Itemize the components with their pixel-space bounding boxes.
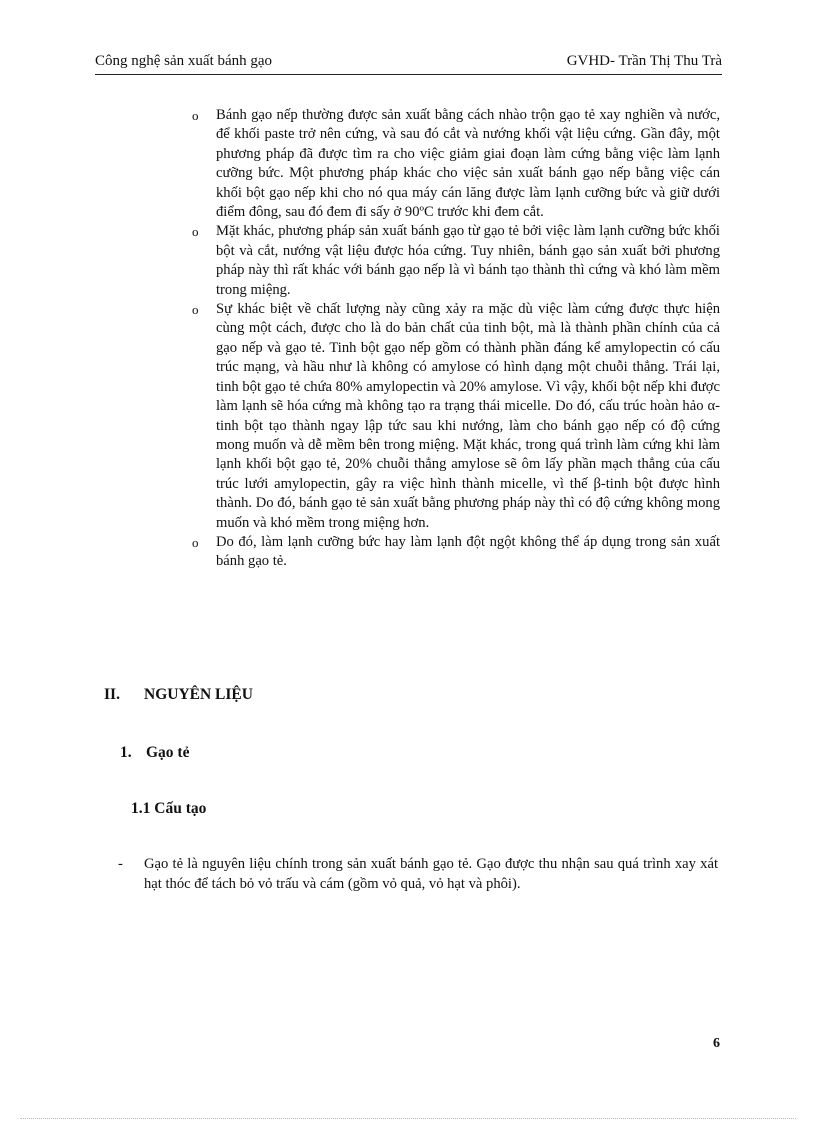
paragraph-text: Sự khác biệt về chất lượng này cũng xảy ra mặc dù việc làm cứng được thực hiện cùng một cách, được cho là do bản chất của tinh bột, mà là thành phần chính của cả gạo nếp và gạo tẻ. Tinh bột gạo nếp gồm có thành phần đáng kể amylopectin có cấu trúc mạng, và hầu như là không có amylose có hình dạng một chuỗi thẳng. Trái lại, tinh bột gạo tẻ chứa 80% amylopectin và 20% amylose. Vì vậy, khối bột nếp khi được làm lạnh sẽ hóa cứng mà không tạo ra trạng thái micelle. Do đó, cấu trúc hoàn hảo α-tinh bột tạo thành ngay lập tức sau khi nướng, làm cho bánh gạo nếp có độ cứng mong muốn và dễ mềm bên trong miệng. Mặt khác, trong quá trình làm cứng khi làm lạnh khối bột gạo tẻ, 20% chuỗi thẳng amylose sẽ ôm lấy phần mạch thẳng của cấu trúc lưới amylopectin, gây ra việc hình thành micelle, vì thế β-tinh bột được hình thành. Do đó, bánh gạo tẻ sản xuất bằng phương pháp này thì có độ cứng không mong muốn và khó mềm trong miệng hơn. — [216, 301, 720, 531]
bullet-list — [192, 106, 720, 572]
paragraph-text: Gạo tẻ là nguyên liệu chính trong sản xuất bánh gạo tẻ. Gạo được thu nhận sau quá trình xay xát hạt thóc để tách bỏ vỏ trấu và cám (gồm vỏ quả, vỏ hạt và phôi). — [144, 856, 718, 892]
subsubsection-heading: 1.1 Cấu tạo — [131, 800, 207, 817]
list-item — [118, 854, 718, 894]
page-header — [95, 52, 722, 75]
subsection-number: 1. — [120, 744, 132, 761]
paragraph-text: Mặt khác, phương pháp sản xuất bánh gạo từ gạo tẻ bởi việc làm lạnh cưỡng bức khối bột và cắt, nướng vật liệu được hóa cứng. Tuy nhiên, bánh gạo sản xuất bởi phương pháp này thì rất khác với bánh gạo nếp là vì bánh tạo thành thì cứng và khó làm mềm trong miệng. — [216, 223, 720, 298]
header-instructor: GVHD- Trần Thị Thu Trà — [566, 53, 722, 69]
footer-divider — [20, 1118, 796, 1119]
paragraph-text: Do đó, làm lạnh cưỡng bức hay làm lạnh đột ngột không thể áp dụng trong sản xuất bánh gạo tẻ. — [216, 533, 720, 570]
page-number: 6 — [713, 1036, 720, 1051]
bullet-marker: o — [192, 302, 199, 318]
dash-list — [118, 854, 718, 894]
section-number: II. — [104, 686, 120, 703]
header-title: Công nghệ sản xuất bánh gạo — [95, 53, 273, 69]
bullet-marker: o — [192, 108, 199, 123]
paragraph-text: Bánh gạo nếp thường được sản xuất bằng cách nhào trộn gạo tẻ xay nghiền và nước, để khối paste trở nên cứng, và sau đó cắt và nướng khối vật liệu cứng. Gần đây, một phương pháp đã được tìm ra cho việc giảm giai đoạn làm cứng bằng việc làm lạnh cưỡng bức. Một phương pháp khác cho việc sản xuất bánh gạo nếp bằng việc cán khối bột gạo nếp khi cho nó qua máy cán lăng được làm lạnh cưỡng bức và giữ dưới điểm đông, sau đó đem đi sấy ở 90ºC trước khi đem cắt. — [216, 107, 720, 221]
section-title: NGUYÊN LIỆU — [144, 686, 253, 703]
subsection-title: Gạo tẻ — [146, 744, 190, 761]
bullet-marker: o — [192, 224, 199, 240]
bullet-marker: o — [192, 534, 199, 550]
subsection-heading — [120, 744, 189, 762]
list-item — [192, 222, 720, 300]
list-item — [192, 300, 720, 533]
list-item — [192, 533, 720, 572]
dash-marker: - — [118, 856, 123, 872]
list-item — [192, 106, 720, 222]
section-heading — [104, 686, 253, 704]
